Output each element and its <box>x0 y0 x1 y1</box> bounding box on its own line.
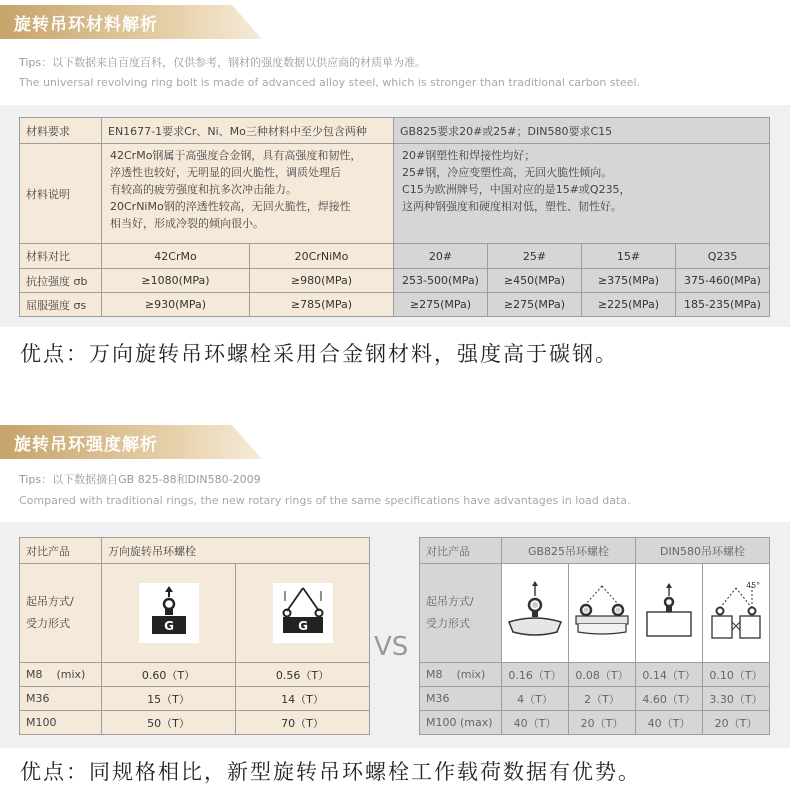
method-label: 起吊方式/ 受力形式 <box>20 564 102 663</box>
table-row <box>20 711 370 735</box>
tensile-value: ≥980(MPa) <box>250 269 394 293</box>
material-name: 15# <box>582 244 676 269</box>
svg-text:G: G <box>163 619 174 633</box>
section-title: 旋转吊环材料解析 <box>14 15 158 35</box>
header-din: DIN580吊环螺栓 <box>636 538 770 564</box>
tensile-label: 抗拉强度 σb <box>20 269 102 293</box>
gb-double-lift-icon <box>570 578 634 648</box>
load-value: 20（T） <box>569 711 636 735</box>
desc-carbon: 20#钢塑性和焊接性均好； 25#钢，冷应变塑性高，无回火脆性倾向。 C15为欧洲牌号，中国对应的是15#或Q235， 这两种钢强度和硬度相对低，塑性、韧性好。 <box>394 144 770 244</box>
yield-value: ≥930(MPa) <box>102 293 250 317</box>
tensile-value: 375-460(MPa) <box>676 269 770 293</box>
yield-label: 屈服强度 σs <box>20 293 102 317</box>
section-header-material <box>0 5 262 39</box>
size-label: M36 <box>420 687 502 711</box>
section-header-strength <box>0 425 262 459</box>
load-value: 0.60（T） <box>102 663 236 687</box>
svg-text:G: G <box>297 619 308 633</box>
advantage-text: 优点：同规格相比，新型旋转吊环螺栓工作载荷数据有优势。 <box>20 760 641 784</box>
size-label: M100 (max) <box>420 711 502 735</box>
load-value: 0.16（T） <box>502 663 569 687</box>
yield-value: ≥275(MPa) <box>394 293 488 317</box>
table-row <box>420 538 770 564</box>
load-value: 0.08（T） <box>569 663 636 687</box>
tensile-value: ≥450(MPa) <box>488 269 582 293</box>
table-row <box>420 711 770 735</box>
din-double-cell <box>703 564 770 663</box>
svg-text:45°: 45° <box>746 581 761 590</box>
table-row <box>20 269 770 293</box>
rotary-ring-table <box>19 537 370 735</box>
yield-value: ≥785(MPa) <box>250 293 394 317</box>
double-lift-icon <box>273 583 333 643</box>
size-label: M8 (mix) <box>20 663 102 687</box>
tip-en: Compared with traditional rings, the new rotary rings of the same specifications have advantages in load data. <box>19 494 631 507</box>
load-value: 40（T） <box>502 711 569 735</box>
req-carbon: GB825要求20#或25#；DIN580要求C15 <box>394 118 770 144</box>
din-double-lift-icon <box>704 578 768 648</box>
gb-single-lift-icon <box>503 578 567 648</box>
header-label: 对比产品 <box>420 538 502 564</box>
section-title: 旋转吊环强度解析 <box>14 435 158 455</box>
rotary-single-cell <box>102 564 236 663</box>
desc-alloy: 42CrMo钢属于高强度合金钢，具有高强度和韧性， 淬透性也较好，无明显的回火脆性，调质处理后 有较高的疲劳强度和抗多次冲击能力。 20CrNiMo钢的淬透性较高，无回火脆性，焊接性 相当好，形成冷裂的倾向很小。 <box>102 144 394 244</box>
material-name: Q235 <box>676 244 770 269</box>
load-value: 14（T） <box>236 687 370 711</box>
load-value: 4.60（T） <box>636 687 703 711</box>
gb-double-cell <box>569 564 636 663</box>
load-value: 2（T） <box>569 687 636 711</box>
method-label: 起吊方式/ 受力形式 <box>420 564 502 663</box>
load-value: 0.14（T） <box>636 663 703 687</box>
table-row <box>420 564 770 663</box>
load-value: 70（T） <box>236 711 370 735</box>
table-row <box>20 118 770 144</box>
req-alloy: EN1677-1要求Cr、Ni、Mo三种材料中至少包含两种 <box>102 118 394 144</box>
tip-en: The universal revolving ring bolt is made of advanced alloy steel, which is stronger than traditional carbon steel. <box>19 76 641 89</box>
size-label: M8 (mix) <box>420 663 502 687</box>
table-row <box>20 687 370 711</box>
tip-cn: Tips：以下数据摘自GB 825-88和DIN580-2009 <box>19 473 261 486</box>
single-lift-icon <box>139 583 199 643</box>
load-value: 50（T） <box>102 711 236 735</box>
header-product: 万向旋转吊环螺栓 <box>102 538 370 564</box>
table-row <box>20 538 370 564</box>
traditional-ring-table <box>419 537 770 735</box>
load-value: 3.30（T） <box>703 687 770 711</box>
table-row <box>20 663 370 687</box>
material-name: 42CrMo <box>102 244 250 269</box>
rotary-double-cell <box>236 564 370 663</box>
load-value: 40（T） <box>636 711 703 735</box>
table-row <box>20 244 770 269</box>
din-single-cell <box>636 564 703 663</box>
size-label: M100 <box>20 711 102 735</box>
yield-value: ≥275(MPa) <box>488 293 582 317</box>
desc-label: 材料说明 <box>20 144 102 244</box>
tensile-value: ≥1080(MPa) <box>102 269 250 293</box>
table-row <box>420 687 770 711</box>
material-name: 25# <box>488 244 582 269</box>
material-table <box>19 117 770 317</box>
material-name: 20# <box>394 244 488 269</box>
tensile-value: ≥375(MPa) <box>582 269 676 293</box>
material-name: 20CrNiMo <box>250 244 394 269</box>
din-single-lift-icon <box>637 578 701 648</box>
table-row <box>420 663 770 687</box>
header-label: 对比产品 <box>20 538 102 564</box>
vs-label: VS <box>374 632 409 662</box>
size-label: M36 <box>20 687 102 711</box>
advantage-text: 优点：万向旋转吊环螺栓采用合金钢材料，强度高于碳钢。 <box>20 342 618 366</box>
load-value: 4（T） <box>502 687 569 711</box>
tensile-value: 253-500(MPa) <box>394 269 488 293</box>
compare-label: 材料对比 <box>20 244 102 269</box>
tip-cn: Tips：以下数据来自百度百科，仅供参考，钢材的强度数据以供应商的材质单为准。 <box>19 56 427 69</box>
load-value: 0.56（T） <box>236 663 370 687</box>
load-value: 0.10（T） <box>703 663 770 687</box>
gb-single-cell <box>502 564 569 663</box>
req-label: 材料要求 <box>20 118 102 144</box>
load-value: 15（T） <box>102 687 236 711</box>
table-row <box>20 144 770 244</box>
yield-value: ≥225(MPa) <box>582 293 676 317</box>
table-row <box>20 564 370 663</box>
yield-value: 185-235(MPa) <box>676 293 770 317</box>
header-gb: GB825吊环螺栓 <box>502 538 636 564</box>
table-row <box>20 293 770 317</box>
load-value: 20（T） <box>703 711 770 735</box>
